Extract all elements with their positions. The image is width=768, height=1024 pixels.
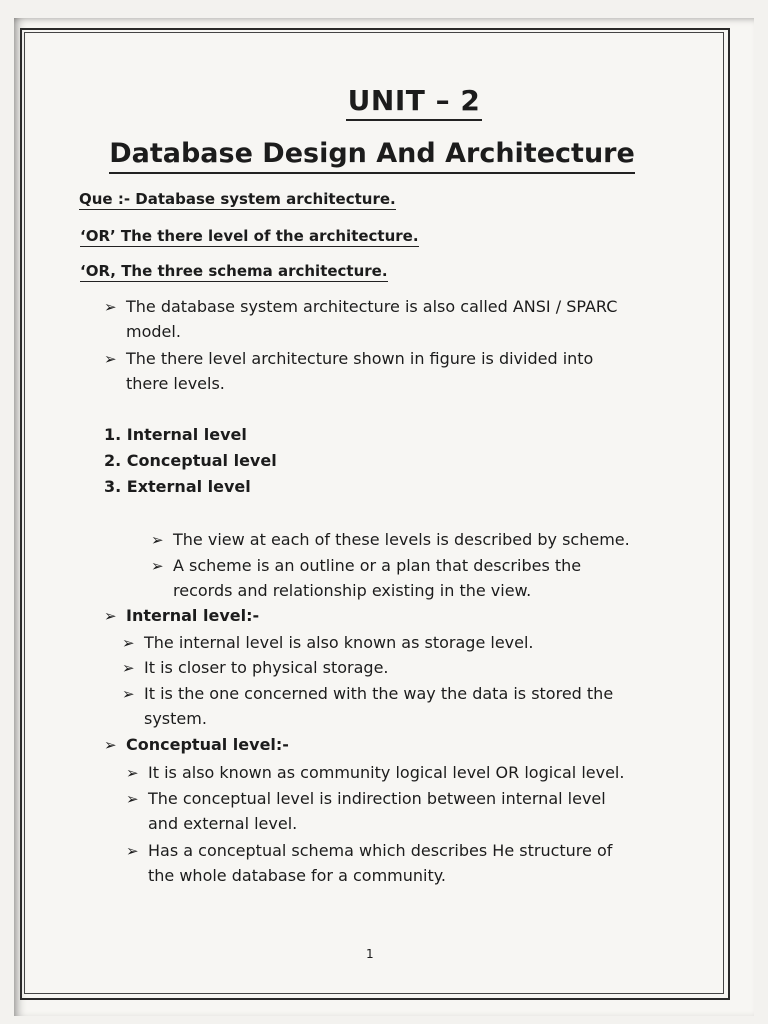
level-item: 3. External level xyxy=(104,477,251,496)
arrow-bullet-icon: ➢ xyxy=(104,350,117,368)
conceptual-bullet: ➢ The conceptual level is indirection between internal level xyxy=(126,789,606,808)
view-bullet-cont: records and relationship existing in the view. xyxy=(173,581,532,600)
internal-bullet: ➢ It is closer to physical storage. xyxy=(122,658,389,677)
arrow-bullet-icon: ➢ xyxy=(126,842,139,860)
main-title: Database Design And Architecture xyxy=(0,138,744,169)
intro-bullet-cont: model. xyxy=(126,322,181,341)
conceptual-bullet: ➢ Has a conceptual schema which describes He structure of xyxy=(126,841,613,860)
view-bullet: ➢ A scheme is an outline or a plan that describes the xyxy=(151,556,582,575)
internal-bullet: ➢ The internal level is also known as storage level. xyxy=(122,633,534,652)
intro-bullet-cont: there levels. xyxy=(126,374,225,393)
conceptual-bullet-cont: the whole database for a community. xyxy=(148,866,447,885)
arrow-bullet-icon: ➢ xyxy=(122,659,135,677)
arrow-bullet-icon: ➢ xyxy=(151,531,164,549)
level-item: 2. Conceptual level xyxy=(104,451,277,470)
conceptual-bullet-cont: and external level. xyxy=(148,814,298,833)
unit-title: UNIT – 2 xyxy=(0,84,768,117)
question-alt-2: ‘OR, The three schema architecture. xyxy=(80,262,388,280)
arrow-bullet-icon: ➢ xyxy=(126,790,139,808)
intro-bullet: ➢ The database system architecture is also called ANSI / SPARC xyxy=(104,297,618,316)
level-item: 1. Internal level xyxy=(104,425,247,444)
arrow-bullet-icon: ➢ xyxy=(126,764,139,782)
internal-bullet-cont: system. xyxy=(144,709,207,728)
arrow-bullet-icon: ➢ xyxy=(104,607,117,625)
page-number: 1 xyxy=(366,947,374,961)
arrow-bullet-icon: ➢ xyxy=(151,557,164,575)
view-bullet: ➢ The view at each of these levels is described by scheme. xyxy=(151,530,630,549)
conceptual-bullet: ➢ It is also known as community logical level OR logical level. xyxy=(126,763,625,782)
conceptual-heading: ➢ Conceptual level:- xyxy=(104,735,289,754)
arrow-bullet-icon: ➢ xyxy=(104,298,117,316)
arrow-bullet-icon: ➢ xyxy=(104,736,117,754)
internal-bullet: ➢ It is the one concerned with the way the data is stored the xyxy=(122,684,614,703)
arrow-bullet-icon: ➢ xyxy=(122,634,135,652)
question-heading: Que :- Database system architecture. xyxy=(79,190,396,208)
intro-bullet: ➢ The there level architecture shown in figure is divided into xyxy=(104,349,594,368)
question-alt-1: ‘OR’ The there level of the architecture. xyxy=(80,227,419,245)
arrow-bullet-icon: ➢ xyxy=(122,685,135,703)
internal-heading: ➢ Internal level:- xyxy=(104,606,260,625)
